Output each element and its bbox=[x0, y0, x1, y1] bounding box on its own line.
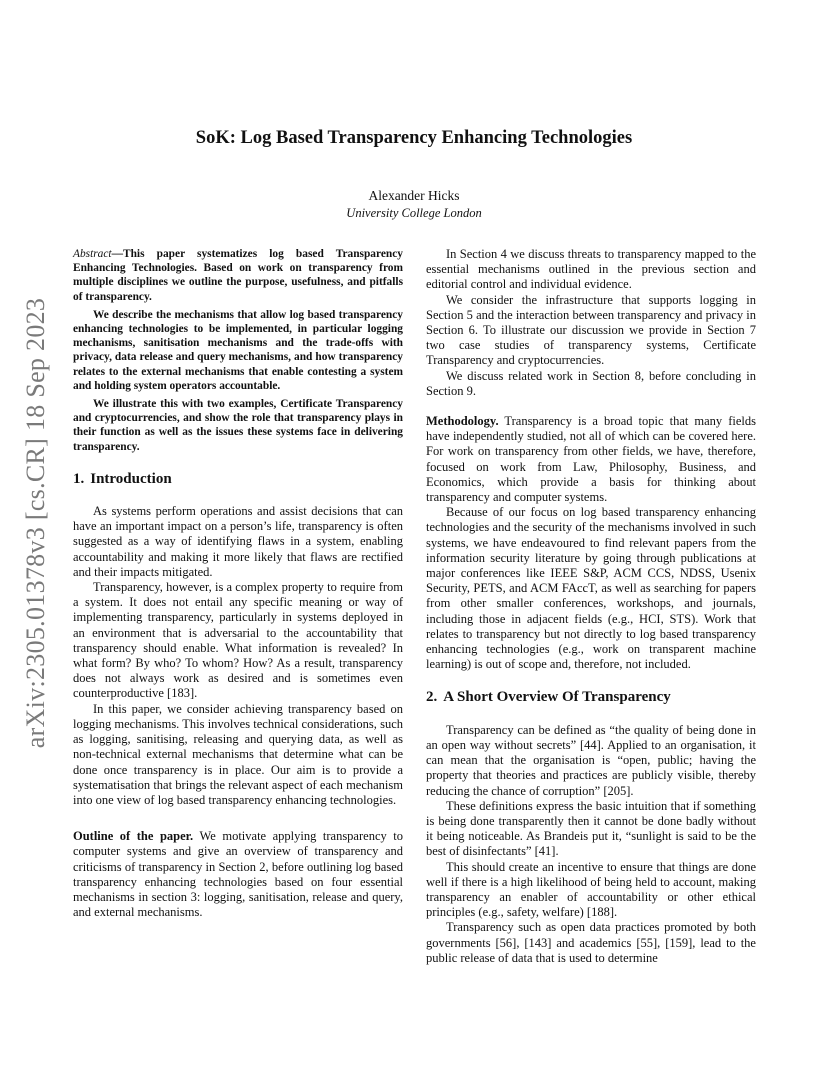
intro-paragraph-3: In this paper, we consider achieving transparency based on logging mechanisms. This involves technical considerations, such as logging, sanitising, releasing and querying data, as well as non-technical external mechanisms that determine what can be done once transparency is in place. Our aim is to provide a systematisation that brings the relevant aspect of each mechanism into one view of log based transparency enhancing technologies. bbox=[73, 701, 403, 807]
arxiv-id-text: arXiv:2305.01378v3 [cs.CR] 18 Sep 2023 bbox=[21, 297, 51, 748]
left-column bbox=[73, 247, 403, 920]
roadmap-paragraph-3: We discuss related work in Section 8, before concluding in Section 9. bbox=[426, 368, 756, 398]
methodology-label: Methodology. bbox=[426, 414, 499, 429]
overview-paragraph-2: These definitions express the basic intuition that if something is being done transparently then it cannot be done badly without it being noticeable. As Brandeis put it, “sunlight is said to be the best of disinfectants” [41]. bbox=[426, 798, 756, 859]
abstract-paragraph-2: We describe the mechanisms that allow log based transparency enhancing technologies to be implemented, in particular logging mechanisms, sanitisation mechanisms and the trade-offs with privacy, data release and query mechanisms, and how transparency relates to the external mechanisms that enable contesting a system and holding system operators accountable. bbox=[73, 308, 403, 392]
intro-paragraph-1: As systems perform operations and assist decisions that can have an important impact on a person’s life, transparency is often suggested as a way of identifying flaws in a system, enabling accountability and making it more likely that flaws are rectified and their impacts mitigated. bbox=[73, 504, 403, 579]
author-affiliation: University College London bbox=[346, 206, 482, 220]
methodology-paragraph-2: Because of our focus on log based transparency enhancing technologies and the security of the mechanisms involved in such systems, we have endeavoured to find relevant papers from the information security literature by going through publications at major conferences like IEEE S&P, ACM CCS, NDSS, Usenix Security, PETS, and ACM FAccT, as well as searching for papers from other smaller conferences, workshops, and journals, including those in adjacent fields (e.g., HCI, STS). Work that relates to transparency but not directly to log based transparency enhancing technologies (e.g., work on transparent machine learning) is out of scope and, therefore, not included. bbox=[426, 505, 756, 672]
section-heading-introduction bbox=[73, 472, 403, 487]
abstract bbox=[73, 247, 403, 454]
section-number: 2. bbox=[426, 689, 438, 706]
section-number: 1. bbox=[73, 470, 85, 487]
overview-paragraph-3: This should create an incentive to ensure that things are done well if there is a high likelihood of being held to account, making transparency an enabler of accountability or other ethical principles (e.g., safety, welfare) [188]. bbox=[426, 859, 756, 920]
overview-paragraph-4: Transparency such as open data practices promoted by both governments [56], [143] and academics [55], [159], lead to the public release of data that is used to determine bbox=[426, 920, 756, 965]
methodology-paragraph bbox=[426, 414, 756, 505]
right-column bbox=[426, 247, 756, 966]
section-title: Introduction bbox=[90, 470, 172, 487]
outline-label: Outline of the paper. bbox=[73, 829, 194, 844]
arxiv-identifier bbox=[14, 285, 58, 760]
abstract-paragraph-3: We illustrate this with two examples, Certificate Transparency and cryptocurrencies, and show the role that transparency plays in their function as well as the issues these systems face in delivering transparency. bbox=[73, 398, 403, 453]
author-name: Alexander Hicks bbox=[368, 188, 460, 203]
section-heading-overview bbox=[426, 690, 756, 705]
abstract-label: Abstract bbox=[73, 248, 112, 260]
roadmap-paragraph-1: In Section 4 we discuss threats to transparency mapped to the essential mechanisms outlined in the previous section and editorial control and individual evidence. bbox=[426, 247, 756, 292]
methodology-text: Transparency is a broad topic that many fields have independently studied, not all of which can be covered here. For work on transparency from other fields, we have, therefore, focused on work from Law, Philosophy, Business, and Economics, which provide a basis for thinking about transparency and computer systems. bbox=[426, 414, 756, 505]
outline-text: We motivate applying transparency to computer systems and give an overview of transparency and criticisms of transparency in Section 2, before outlining log based transparency enhancing technologies based on four essential mechanisms in section 3: logging, sanitisation, release and query, and external mechanisms. bbox=[73, 829, 403, 920]
section-title: A Short Overview Of Transparency bbox=[443, 689, 671, 706]
roadmap-paragraph-2: We consider the infrastructure that supports logging in Section 5 and the interaction between transparency and privacy in Section 6. To illustrate our discussion we provide in Section 7 two case studies of transparency systems, Certificate Transparency and cryptocurrencies. bbox=[426, 292, 756, 368]
outline-paragraph bbox=[73, 829, 403, 920]
paper-title: SoK: Log Based Transparency Enhancing Technologies bbox=[195, 128, 633, 148]
overview-paragraph-1: Transparency can be defined as “the quality of being done in an open way without secrets” [44]. Applied to an organisation, it can mean that the organisation is “open, public; having the property that theories and practices are publicly visible, thereby reducing the chance of corruption” [205]. bbox=[426, 722, 756, 798]
abstract-text-1: This paper systematizes log based Transparency Enhancing Technologies. Based on work on transparency from multiple disciplines we outline the purpose, usefulness, and pitfalls of transparency. bbox=[73, 248, 403, 303]
intro-paragraph-2: Transparency, however, is a complex property to require from a system. It does not entail any specific meaning or way of implementing transparency, particularly in systems deployed in an environment that is adversarial to the accountability that transparency should enable. What information is revealed? In what form? By who? To whom? How? As a result, transparency does not always work as desired and is sometimes even counterproductive [183]. bbox=[73, 580, 403, 701]
abstract-paragraph-1: Abstract—This paper systematizes log based Transparency Enhancing Technologies. Based on work on transparency from multiple disciplines we outline the purpose, usefulness, and pitfalls of transparency. bbox=[73, 248, 403, 303]
